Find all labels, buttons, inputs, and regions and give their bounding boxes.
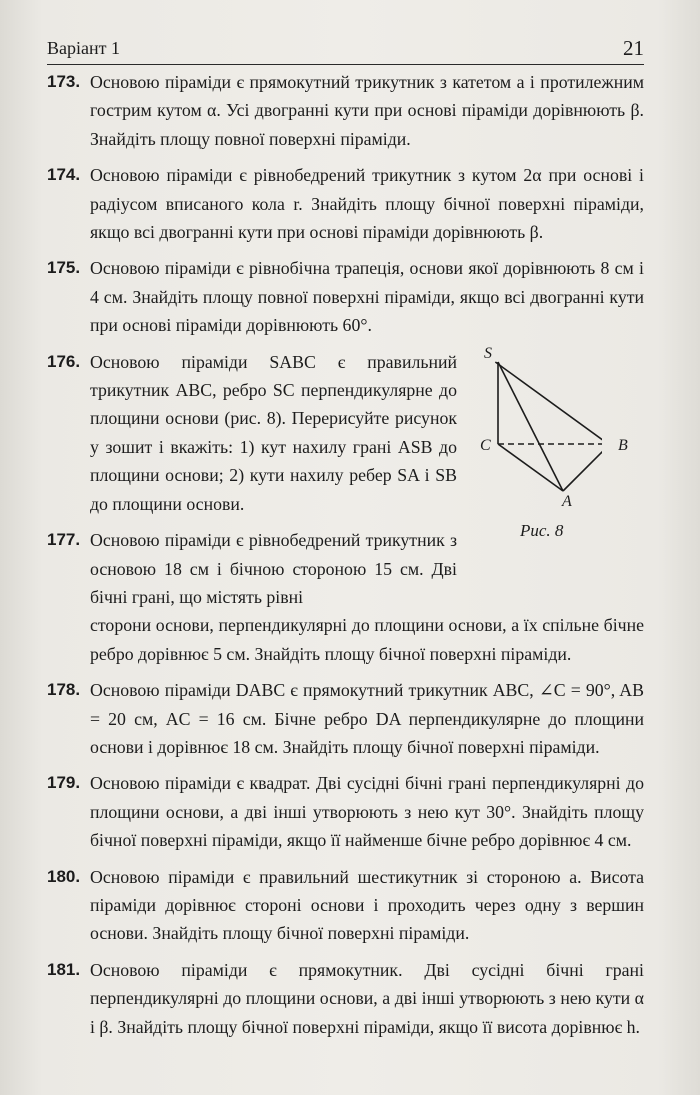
problem-text: Основою піраміди SABC є правильний трикутник ABC, ребро SC перпендикулярне до площини основи (рис. 8). Перерисуйте рисунок у зошит і вкажіть: 1) кут нахилу грані ASB до площини основи; 2) кути нахилу ребер SA і SB до площини основи. bbox=[90, 351, 457, 514]
vertex-label-a: A bbox=[562, 493, 572, 510]
problem-number: 174. bbox=[47, 165, 81, 185]
problem-number: 175. bbox=[47, 258, 81, 278]
page-number: 21 bbox=[623, 36, 644, 60]
figure-caption: Рис. 8 bbox=[520, 521, 564, 540]
problem-number: 176. bbox=[47, 351, 81, 371]
edge-ca bbox=[498, 444, 563, 491]
problem-text-continued: сторони основи, перпендикулярні до площини основи, а їх спільне бічне ребро дорівнює 5 см. Знайдіть площу бічної поверхні піраміди. bbox=[90, 615, 644, 664]
variant-label: Варіант 1 bbox=[47, 38, 120, 58]
problem-number: 178. bbox=[47, 680, 81, 700]
problem-number: 179. bbox=[47, 773, 81, 793]
problem-text: Основою піраміди є прямокутник. Дві сусідні бічні грані перпендикулярні до площини основи, а дві інші утворюють з нею кути α і β. Знайдіть площу бічної поверхні піраміди, якщо її висота дорівнює h. bbox=[90, 959, 644, 1037]
pyramid-drawing bbox=[432, 345, 602, 555]
problem-text: Основою піраміди є рівнобедрений трикутник з кутом 2α при основі і радіусом вписаного кола r. Знайдіть площу бічної поверхні піраміди, якщо всі двогранні кути при основі піраміди дорівнюють β. bbox=[90, 165, 644, 243]
page-header bbox=[47, 36, 644, 65]
problem-181 bbox=[47, 956, 644, 1041]
problem-text: Основою піраміди є прямокутний трикутник з катетом a і протилежним гострим кутом α. Усі двогранні кути при основі піраміди дорівнюють β. Знайдіть площу повної поверхні піраміди. bbox=[90, 72, 644, 149]
problem-number: 173. bbox=[47, 72, 81, 91]
pyramid-figure bbox=[432, 345, 628, 555]
problem-number: 177. bbox=[47, 530, 81, 550]
problem-text: Основою піраміди є рівнобічна трапеція, основи якої дорівнюють 8 см і 4 см. Знайдіть площу повної поверхні піраміди, якщо всі двогранні кути при основі піраміди дорівнюють 60°. bbox=[90, 258, 644, 336]
problem-text: Основою піраміди є правильний шестикутник зі стороною a. Висота піраміди дорівнює стороні основи і проходить через одну з вершин основи. Знайдіть площу бічної поверхні піраміди. bbox=[90, 866, 644, 944]
problem-number: 180. bbox=[47, 866, 81, 886]
vertex-label-s: S bbox=[484, 345, 492, 362]
edge-sa bbox=[498, 362, 563, 491]
edge-sb bbox=[495, 362, 602, 444]
problem-text: Основою піраміди DABC є прямокутний трикутник ABC, ∠C = 90°, AB = 20 см, AC = 16 см. Бічне ребро DA перпендикулярне до площини основи і дорівнює 18 см. Знайдіть площу бічної поверхні піраміди. bbox=[90, 680, 644, 757]
problem-175 bbox=[47, 254, 644, 339]
problem-173 bbox=[47, 68, 644, 153]
problem-174 bbox=[47, 161, 644, 246]
problem-number: 181. bbox=[47, 959, 81, 979]
problem-178 bbox=[47, 676, 644, 761]
problem-list bbox=[47, 68, 644, 1049]
problem-text: Основою піраміди є квадрат. Дві сусідні бічні грані перпендикулярні до площини основи, а дві інші утворюють з нею кут 30°. Знайдіть площу бічної поверхні піраміди, якщо її найменше бічне ребро дорівнює 4 см. bbox=[90, 773, 644, 851]
problem-180 bbox=[47, 863, 644, 948]
problem-179 bbox=[47, 769, 644, 854]
vertex-label-b: B bbox=[618, 437, 628, 454]
vertex-label-c: C bbox=[480, 437, 491, 454]
edge-ab bbox=[563, 444, 602, 491]
problem-text: Основою піраміди є рівнобедрений трикутник з основою 18 см і бічною стороною 15 см. Дві бічні грані, що містять рівні bbox=[90, 530, 457, 607]
